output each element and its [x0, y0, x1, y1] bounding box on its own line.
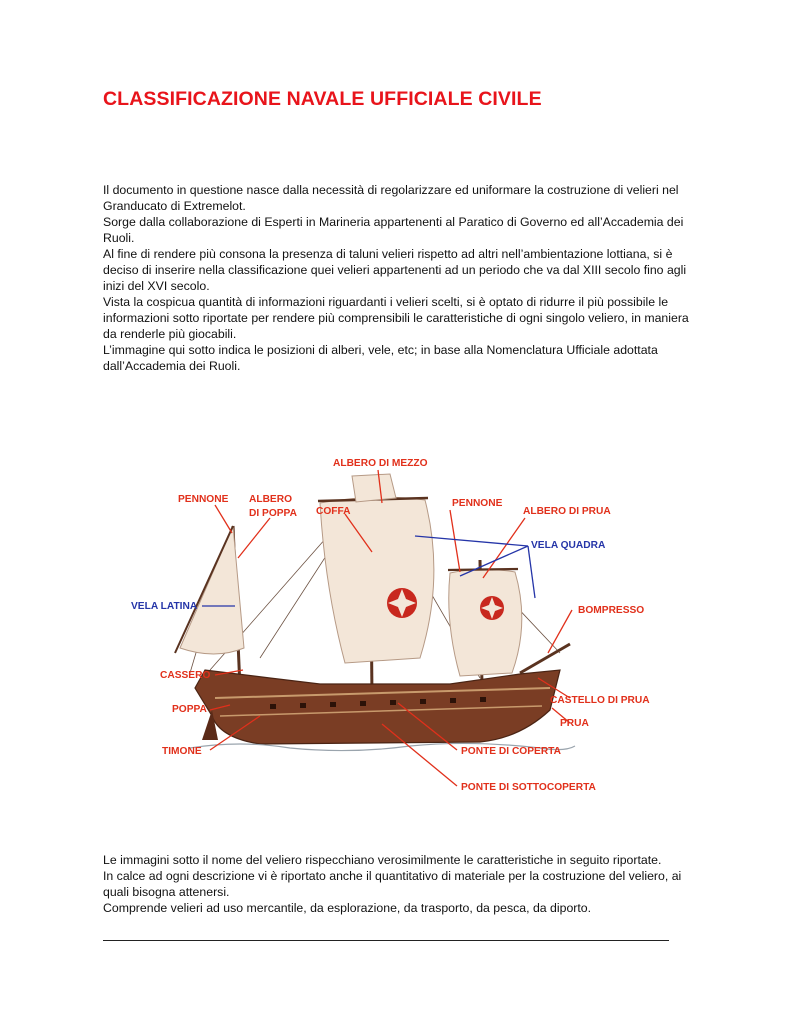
fore-sail: [449, 569, 522, 676]
separator-line: [103, 940, 669, 941]
label-ponte-di-sottocoperta: PONTE DI SOTTOCOPERTA: [461, 782, 596, 793]
intro-paragraph: Sorge dalla collaborazione di Esperti in Marineria appartenenti al Paratico di Governo ed all’Accademia dei Ruoli.: [103, 215, 684, 245]
label-castello-di-prua: CASTELLO DI PRUA: [550, 695, 650, 706]
label-prua: PRUA: [560, 718, 589, 729]
label-coffa: COFFA: [316, 506, 351, 517]
label-timone: TIMONE: [162, 746, 202, 757]
fore-sail-cross: [480, 596, 504, 620]
label-albero-di-mezzo: ALBERO DI MEZZO: [333, 458, 428, 469]
main-sail: [320, 497, 434, 663]
fore-yard: [448, 569, 518, 570]
label-albero-di-prua: ALBERO DI PRUA: [523, 506, 611, 517]
label-vela-quadra: VELA QUADRA: [531, 540, 606, 551]
ship-illustration: [120, 448, 660, 808]
label-bompresso: BOMPRESSO: [578, 605, 645, 616]
document-title: CLASSIFICAZIONE NAVALE UFFICIALE CIVILE: [103, 88, 542, 110]
label-albero-di-poppa-1: ALBERO: [249, 494, 293, 505]
outro-paragraph: Le immagini sotto il nome del veliero rispecchiano verosimilmente le caratteristiche in seguito riportate.: [103, 853, 662, 867]
label-poppa: POPPA: [172, 704, 207, 715]
intro-paragraph: Il documento in questione nasce dalla necessità di regolarizzare ed uniformare la costruzione di velieri nel Granducato di Extremelot.: [103, 183, 679, 213]
intro-paragraph: Vista la cospicua quantità di informazioni riguardanti i velieri scelti, si è optato di ridurre il più possibile le informazioni sotto riportate per rendere più comprensibili le caratteristiche di ogni singolo veliero, in maniera da renderle più giocabili.: [103, 295, 689, 341]
lateen-sail: [180, 526, 244, 654]
label-albero-di-poppa-2: DI POPPA: [249, 508, 297, 519]
top-sail: [352, 474, 396, 502]
label-ponte-di-coperta: PONTE DI COPERTA: [461, 746, 561, 757]
label-pennone-right: PENNONE: [452, 498, 503, 509]
main-sail-cross: [387, 588, 417, 618]
outro-paragraph: Comprende velieri ad uso mercantile, da esplorazione, da trasporto, da pesca, da diporto.: [103, 901, 592, 915]
intro-paragraph: L’immagine qui sotto indica le posizioni di alberi, vele, etc; in base alla Nomenclatura Ufficiale adottata dall’Accademia dei Ruoli.: [103, 343, 658, 373]
bowsprit: [520, 644, 570, 673]
outro-text: [103, 852, 703, 916]
ship-diagram: [120, 448, 660, 808]
label-vela-latina: VELA LATINA: [131, 601, 198, 612]
label-pennone-left: PENNONE: [178, 494, 229, 505]
label-cassero: CASSERO: [160, 670, 211, 681]
intro-text: [103, 182, 703, 374]
outro-paragraph: In calce ad ogni descrizione vi è riportato anche il quantitativo di materiale per la costruzione del veliero, ai quali bisogna attenersi.: [103, 869, 682, 899]
intro-paragraph: Al fine di rendere più consona la presenza di taluni velieri rispetto ad altri nell’ambientazione lottiana, si è deciso di inserire nella classificazione quei velieri appartenenti ad un periodo che va dal XIII secolo fino agli inizi del XVI secolo.: [103, 247, 687, 293]
